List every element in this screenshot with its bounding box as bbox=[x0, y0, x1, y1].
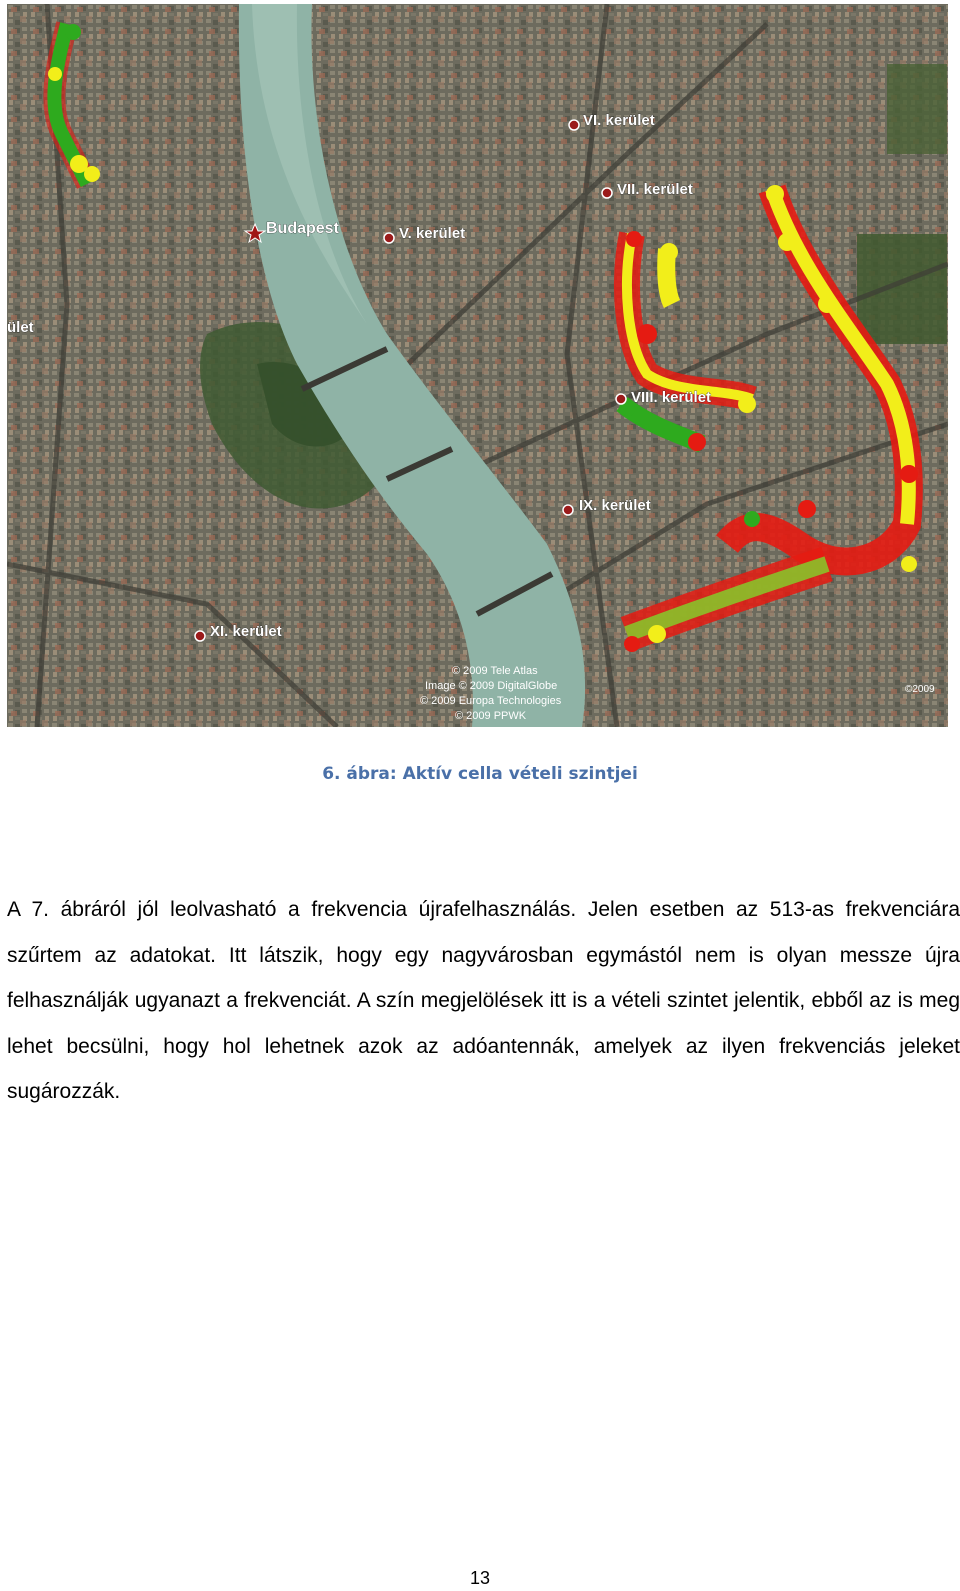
copyright-europa: © 2009 Europa Technologies bbox=[420, 695, 562, 707]
label-budapest: Budapest bbox=[266, 220, 339, 237]
place-dot-xi bbox=[195, 631, 205, 641]
place-dot-viii bbox=[616, 394, 626, 404]
label-vi-kerulet: VI. kerület bbox=[583, 112, 655, 129]
map-image bbox=[7, 4, 948, 727]
copyright-digitalglobe: Image © 2009 DigitalGlobe bbox=[425, 680, 558, 692]
corner-year: ©2009 bbox=[905, 684, 935, 695]
figure-caption: 6. ábra: Aktív cella vételi szintjei bbox=[322, 764, 638, 784]
satellite-map-figure bbox=[7, 4, 948, 727]
label-v-kerulet: V. kerület bbox=[399, 225, 466, 242]
label-viii-kerulet: VIII. kerület bbox=[631, 389, 712, 406]
copyright-tele-atlas: © 2009 Tele Atlas bbox=[452, 665, 538, 677]
label-partial-kerulet: ület bbox=[7, 319, 34, 336]
body-paragraph: A 7. ábráról jól leolvasható a frekvencia újrafelhasználás. Jelen esetben az 513-as frekvenciára szűrtem az adatokat. Itt látszik, hogy egy nagyvárosban egymástól nem is olyan messze újra felhasználják ugyanazt a frekvenciát. A szín megjelölések itt is a vételi szintet jelentik, ebből az is meg lehet becsülni, hogy hol lehetnek azok az adóantennák, amelyek az ilyen frekvenciás jeleket sugározzák. bbox=[7, 898, 960, 1103]
copyright-ppwk: © 2009 PPWK bbox=[455, 710, 527, 722]
label-xi-kerulet: XI. kerület bbox=[210, 623, 282, 640]
place-dot-ix bbox=[563, 505, 573, 515]
place-dot-vi bbox=[569, 120, 579, 130]
label-ix-kerulet: IX. kerület bbox=[579, 497, 651, 514]
label-vii-kerulet: VII. kerület bbox=[617, 181, 693, 198]
place-dot-v bbox=[384, 233, 394, 243]
place-dot-vii bbox=[602, 188, 612, 198]
page-number: 13 bbox=[469, 1568, 491, 1588]
